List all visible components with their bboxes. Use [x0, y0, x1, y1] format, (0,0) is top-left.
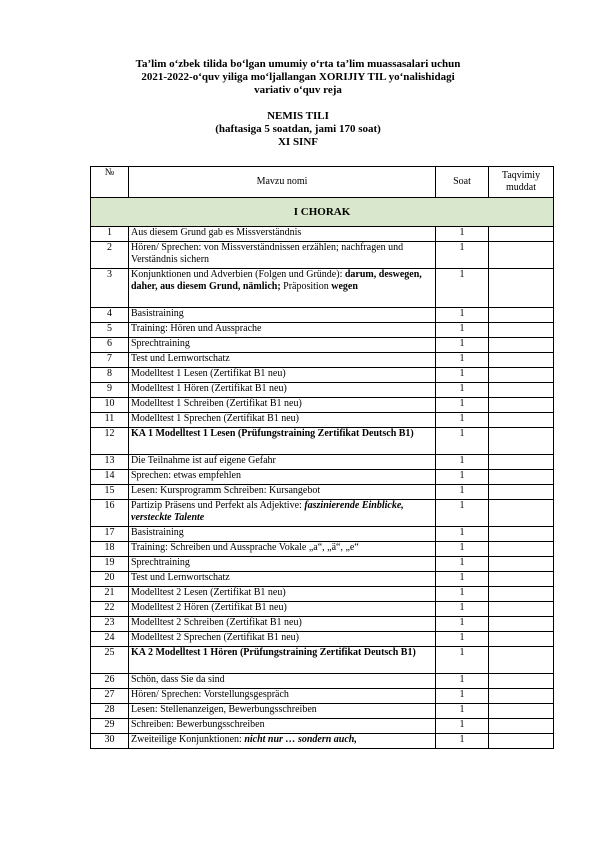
col-header-hours: Soat	[436, 167, 489, 198]
row-number: 23	[91, 617, 129, 632]
row-topic	[129, 704, 436, 719]
row-hours: 1	[436, 428, 489, 455]
topic-text-t: Test und Lernwortschatz	[131, 572, 230, 583]
table-row	[91, 527, 554, 542]
row-deadline	[489, 398, 554, 413]
table-row	[91, 542, 554, 557]
table-row	[91, 647, 554, 674]
table-row	[91, 572, 554, 587]
row-number: 28	[91, 704, 129, 719]
row-number: 11	[91, 413, 129, 428]
table-row	[91, 398, 554, 413]
topic-text-t: Sprechen: etwas empfehlen	[131, 470, 241, 481]
row-topic	[129, 485, 436, 500]
table-row	[91, 338, 554, 353]
row-deadline	[489, 689, 554, 704]
row-number: 18	[91, 542, 129, 557]
table-row	[91, 455, 554, 470]
row-topic	[129, 602, 436, 617]
row-hours: 1	[436, 383, 489, 398]
table-row	[91, 227, 554, 242]
topic-text-t: Zweiteilige Konjunktionen:	[131, 734, 245, 745]
row-hours: 1	[436, 689, 489, 704]
row-hours: 1	[436, 353, 489, 368]
topic-text-t: Training: Schreiben und Aussprache Vokale „a“, „ä“, „e“	[131, 542, 359, 553]
row-deadline	[489, 383, 554, 398]
row-hours: 1	[436, 647, 489, 674]
col-header-topic: Mavzu nomi	[129, 167, 436, 198]
table-row	[91, 368, 554, 383]
row-number: 15	[91, 485, 129, 500]
doc-title-line-1: Ta’lim o‘zbek tilida bo‘lgan umumiy o‘rta ta’lim muassasalari uchun	[135, 58, 461, 70]
topic-text-t: Modelltest 2 Hören (Zertifikat B1 neu)	[131, 602, 287, 613]
row-topic	[129, 353, 436, 368]
row-topic	[129, 227, 436, 242]
row-topic	[129, 368, 436, 383]
row-hours: 1	[436, 323, 489, 338]
row-hours: 1	[436, 587, 489, 602]
row-deadline	[489, 704, 554, 719]
row-topic	[129, 674, 436, 689]
table-row	[91, 632, 554, 647]
quarter-row	[91, 198, 554, 227]
col-header-number: №	[91, 167, 129, 198]
row-deadline	[489, 587, 554, 602]
table-row	[91, 689, 554, 704]
table-row	[91, 704, 554, 719]
row-hours: 1	[436, 227, 489, 242]
table-row	[91, 719, 554, 734]
row-number: 4	[91, 308, 129, 323]
row-number: 20	[91, 572, 129, 587]
curriculum-table	[90, 166, 554, 749]
table-row	[91, 674, 554, 689]
row-topic	[129, 719, 436, 734]
row-deadline	[489, 674, 554, 689]
topic-text-b: KA 2 Modelltest 1 Hören (Prüfungstraining Zertifikat Deutsch B1)	[131, 647, 416, 658]
row-topic	[129, 587, 436, 602]
row-number: 1	[91, 227, 129, 242]
row-number: 9	[91, 383, 129, 398]
topic-text-t: Partizip Präsens und Perfekt als Adjektive:	[131, 500, 305, 511]
topic-text-b2: wegen	[331, 281, 358, 292]
row-hours: 1	[436, 500, 489, 527]
topic-text-b: darum, deswegen, daher, aus diesem Grund, nämlich;	[131, 269, 422, 292]
topic-text-t: Hören/ Sprechen: von Missverständnissen erzählen; nachfragen und Verständnis sichern	[131, 242, 404, 265]
row-deadline	[489, 719, 554, 734]
row-deadline	[489, 572, 554, 587]
topic-text-t: Schreiben: Bewerbungsschreiben	[131, 719, 265, 730]
table-row	[91, 308, 554, 323]
row-hours: 1	[436, 602, 489, 617]
topic-text-t: Test und Lernwortschatz	[131, 353, 230, 364]
row-topic	[129, 413, 436, 428]
topic-text-t: Basistraining	[131, 527, 184, 538]
row-topic	[129, 338, 436, 353]
row-number: 2	[91, 242, 129, 269]
topic-text-t: Lesen: Stellenanzeigen, Bewerbungsschreiben	[131, 704, 317, 715]
row-deadline	[489, 647, 554, 674]
table-row	[91, 557, 554, 572]
row-deadline	[489, 242, 554, 269]
row-number: 3	[91, 269, 129, 308]
topic-text-t: Modelltest 1 Schreiben (Zertifikat B1 neu)	[131, 398, 302, 409]
hours-note: (haftasiga 5 soatdan, jami 170 soat)	[215, 123, 381, 135]
row-hours: 1	[436, 242, 489, 269]
row-hours: 1	[436, 308, 489, 323]
row-number: 26	[91, 674, 129, 689]
table-header-row	[91, 167, 554, 198]
topic-text-bi: nicht nur … sondern auch,	[244, 734, 357, 745]
row-deadline	[489, 227, 554, 242]
table-row	[91, 383, 554, 398]
table-row	[91, 323, 554, 338]
row-number: 8	[91, 368, 129, 383]
row-hours: 1	[436, 704, 489, 719]
topic-text-t: Modelltest 1 Hören (Zertifikat B1 neu)	[131, 383, 287, 394]
row-number: 6	[91, 338, 129, 353]
row-topic	[129, 689, 436, 704]
topic-text-t: Training: Hören und Aussprache	[131, 323, 262, 334]
topic-text-t: Konjunktionen und Adverbien (Folgen und Gründe):	[131, 269, 345, 280]
row-topic	[129, 428, 436, 455]
subject-title: NEMIS TILI	[267, 110, 329, 122]
row-topic	[129, 308, 436, 323]
row-deadline	[489, 557, 554, 572]
row-deadline	[489, 542, 554, 557]
row-hours: 1	[436, 557, 489, 572]
row-topic	[129, 242, 436, 269]
row-number: 21	[91, 587, 129, 602]
table-row	[91, 428, 554, 455]
topic-text-t: Die Teilnahme ist auf eigene Gefahr	[131, 455, 276, 466]
row-deadline	[489, 485, 554, 500]
row-number: 7	[91, 353, 129, 368]
topic-text-bi: faszinierende Einblicke, versteckte Talente	[131, 500, 404, 523]
row-hours: 1	[436, 572, 489, 587]
row-deadline	[489, 323, 554, 338]
row-deadline	[489, 308, 554, 323]
table-row	[91, 500, 554, 527]
table-row	[91, 734, 554, 749]
topic-text-t: Modelltest 1 Sprechen (Zertifikat B1 neu)	[131, 413, 300, 424]
row-number: 14	[91, 470, 129, 485]
row-topic	[129, 527, 436, 542]
row-number: 22	[91, 602, 129, 617]
row-topic	[129, 572, 436, 587]
row-number: 25	[91, 647, 129, 674]
table-row	[91, 587, 554, 602]
table-row	[91, 269, 554, 308]
row-deadline	[489, 413, 554, 428]
row-topic	[129, 383, 436, 398]
row-number: 10	[91, 398, 129, 413]
topic-text-t: Modelltest 2 Sprechen (Zertifikat B1 neu)	[131, 632, 300, 643]
row-deadline	[489, 353, 554, 368]
row-deadline	[489, 470, 554, 485]
row-deadline	[489, 734, 554, 749]
row-number: 30	[91, 734, 129, 749]
row-topic	[129, 470, 436, 485]
row-topic	[129, 455, 436, 470]
topic-text-t: Lesen: Kursprogramm Schreiben: Kursangebot	[131, 485, 321, 496]
row-hours: 1	[436, 269, 489, 308]
table-row	[91, 470, 554, 485]
row-topic	[129, 323, 436, 338]
row-hours: 1	[436, 527, 489, 542]
row-hours: 1	[436, 734, 489, 749]
grade-title: XI SINF	[277, 136, 319, 148]
row-hours: 1	[436, 542, 489, 557]
col-header-deadline: Taqvimiy muddat	[489, 167, 554, 198]
row-hours: 1	[436, 413, 489, 428]
row-deadline	[489, 338, 554, 353]
quarter-label: I CHORAK	[91, 198, 554, 227]
row-deadline	[489, 527, 554, 542]
topic-text-t: Modelltest 2 Lesen (Zertifikat B1 neu)	[131, 587, 286, 598]
row-number: 13	[91, 455, 129, 470]
doc-title-line-3: variativ o‘quv reja	[254, 84, 342, 96]
topic-text-t: Aus diesem Grund gab es Missverständnis	[131, 227, 302, 238]
row-deadline	[489, 455, 554, 470]
row-hours: 1	[436, 398, 489, 413]
row-topic	[129, 632, 436, 647]
topic-text-t: Modelltest 2 Schreiben (Zertifikat B1 neu)	[131, 617, 302, 628]
row-deadline	[489, 602, 554, 617]
topic-text-t: Hören/ Sprechen: Vorstellungsgespräch	[131, 689, 289, 700]
row-hours: 1	[436, 674, 489, 689]
row-number: 17	[91, 527, 129, 542]
row-hours: 1	[436, 485, 489, 500]
row-topic	[129, 542, 436, 557]
row-deadline	[489, 428, 554, 455]
doc-title-line-2: 2021-2022-o‘quv yiliga mo‘ljallangan XORIJIY TIL yo‘nalishidagi	[141, 71, 455, 83]
row-number: 19	[91, 557, 129, 572]
table-row	[91, 353, 554, 368]
row-topic	[129, 734, 436, 749]
row-number: 29	[91, 719, 129, 734]
row-topic	[129, 500, 436, 527]
topic-text-t: Sprechtraining	[131, 557, 190, 568]
row-topic	[129, 647, 436, 674]
table-row	[91, 485, 554, 500]
row-number: 24	[91, 632, 129, 647]
topic-text-t: Basistraining	[131, 308, 184, 319]
row-hours: 1	[436, 617, 489, 632]
row-number: 5	[91, 323, 129, 338]
row-number: 16	[91, 500, 129, 527]
row-deadline	[489, 617, 554, 632]
row-number: 27	[91, 689, 129, 704]
topic-text-t: Modelltest 1 Lesen (Zertifikat B1 neu)	[131, 368, 286, 379]
row-deadline	[489, 632, 554, 647]
row-hours: 1	[436, 338, 489, 353]
topic-text-t: Sprechtraining	[131, 338, 190, 349]
row-topic	[129, 617, 436, 632]
row-hours: 1	[436, 632, 489, 647]
row-deadline	[489, 368, 554, 383]
table-row	[91, 242, 554, 269]
row-deadline	[489, 269, 554, 308]
row-hours: 1	[436, 455, 489, 470]
row-topic	[129, 269, 436, 308]
row-deadline	[489, 500, 554, 527]
row-topic	[129, 398, 436, 413]
topic-text-t2: Präposition	[280, 281, 332, 292]
row-topic	[129, 557, 436, 572]
table-row	[91, 602, 554, 617]
row-hours: 1	[436, 719, 489, 734]
topic-text-t: Schön, dass Sie da sind	[131, 674, 225, 685]
row-hours: 1	[436, 470, 489, 485]
row-hours: 1	[436, 368, 489, 383]
topic-text-b: KA 1 Modelltest 1 Lesen (Prüfungstraining Zertifikat Deutsch B1)	[131, 428, 414, 439]
row-number: 12	[91, 428, 129, 455]
table-row	[91, 617, 554, 632]
table-row	[91, 413, 554, 428]
